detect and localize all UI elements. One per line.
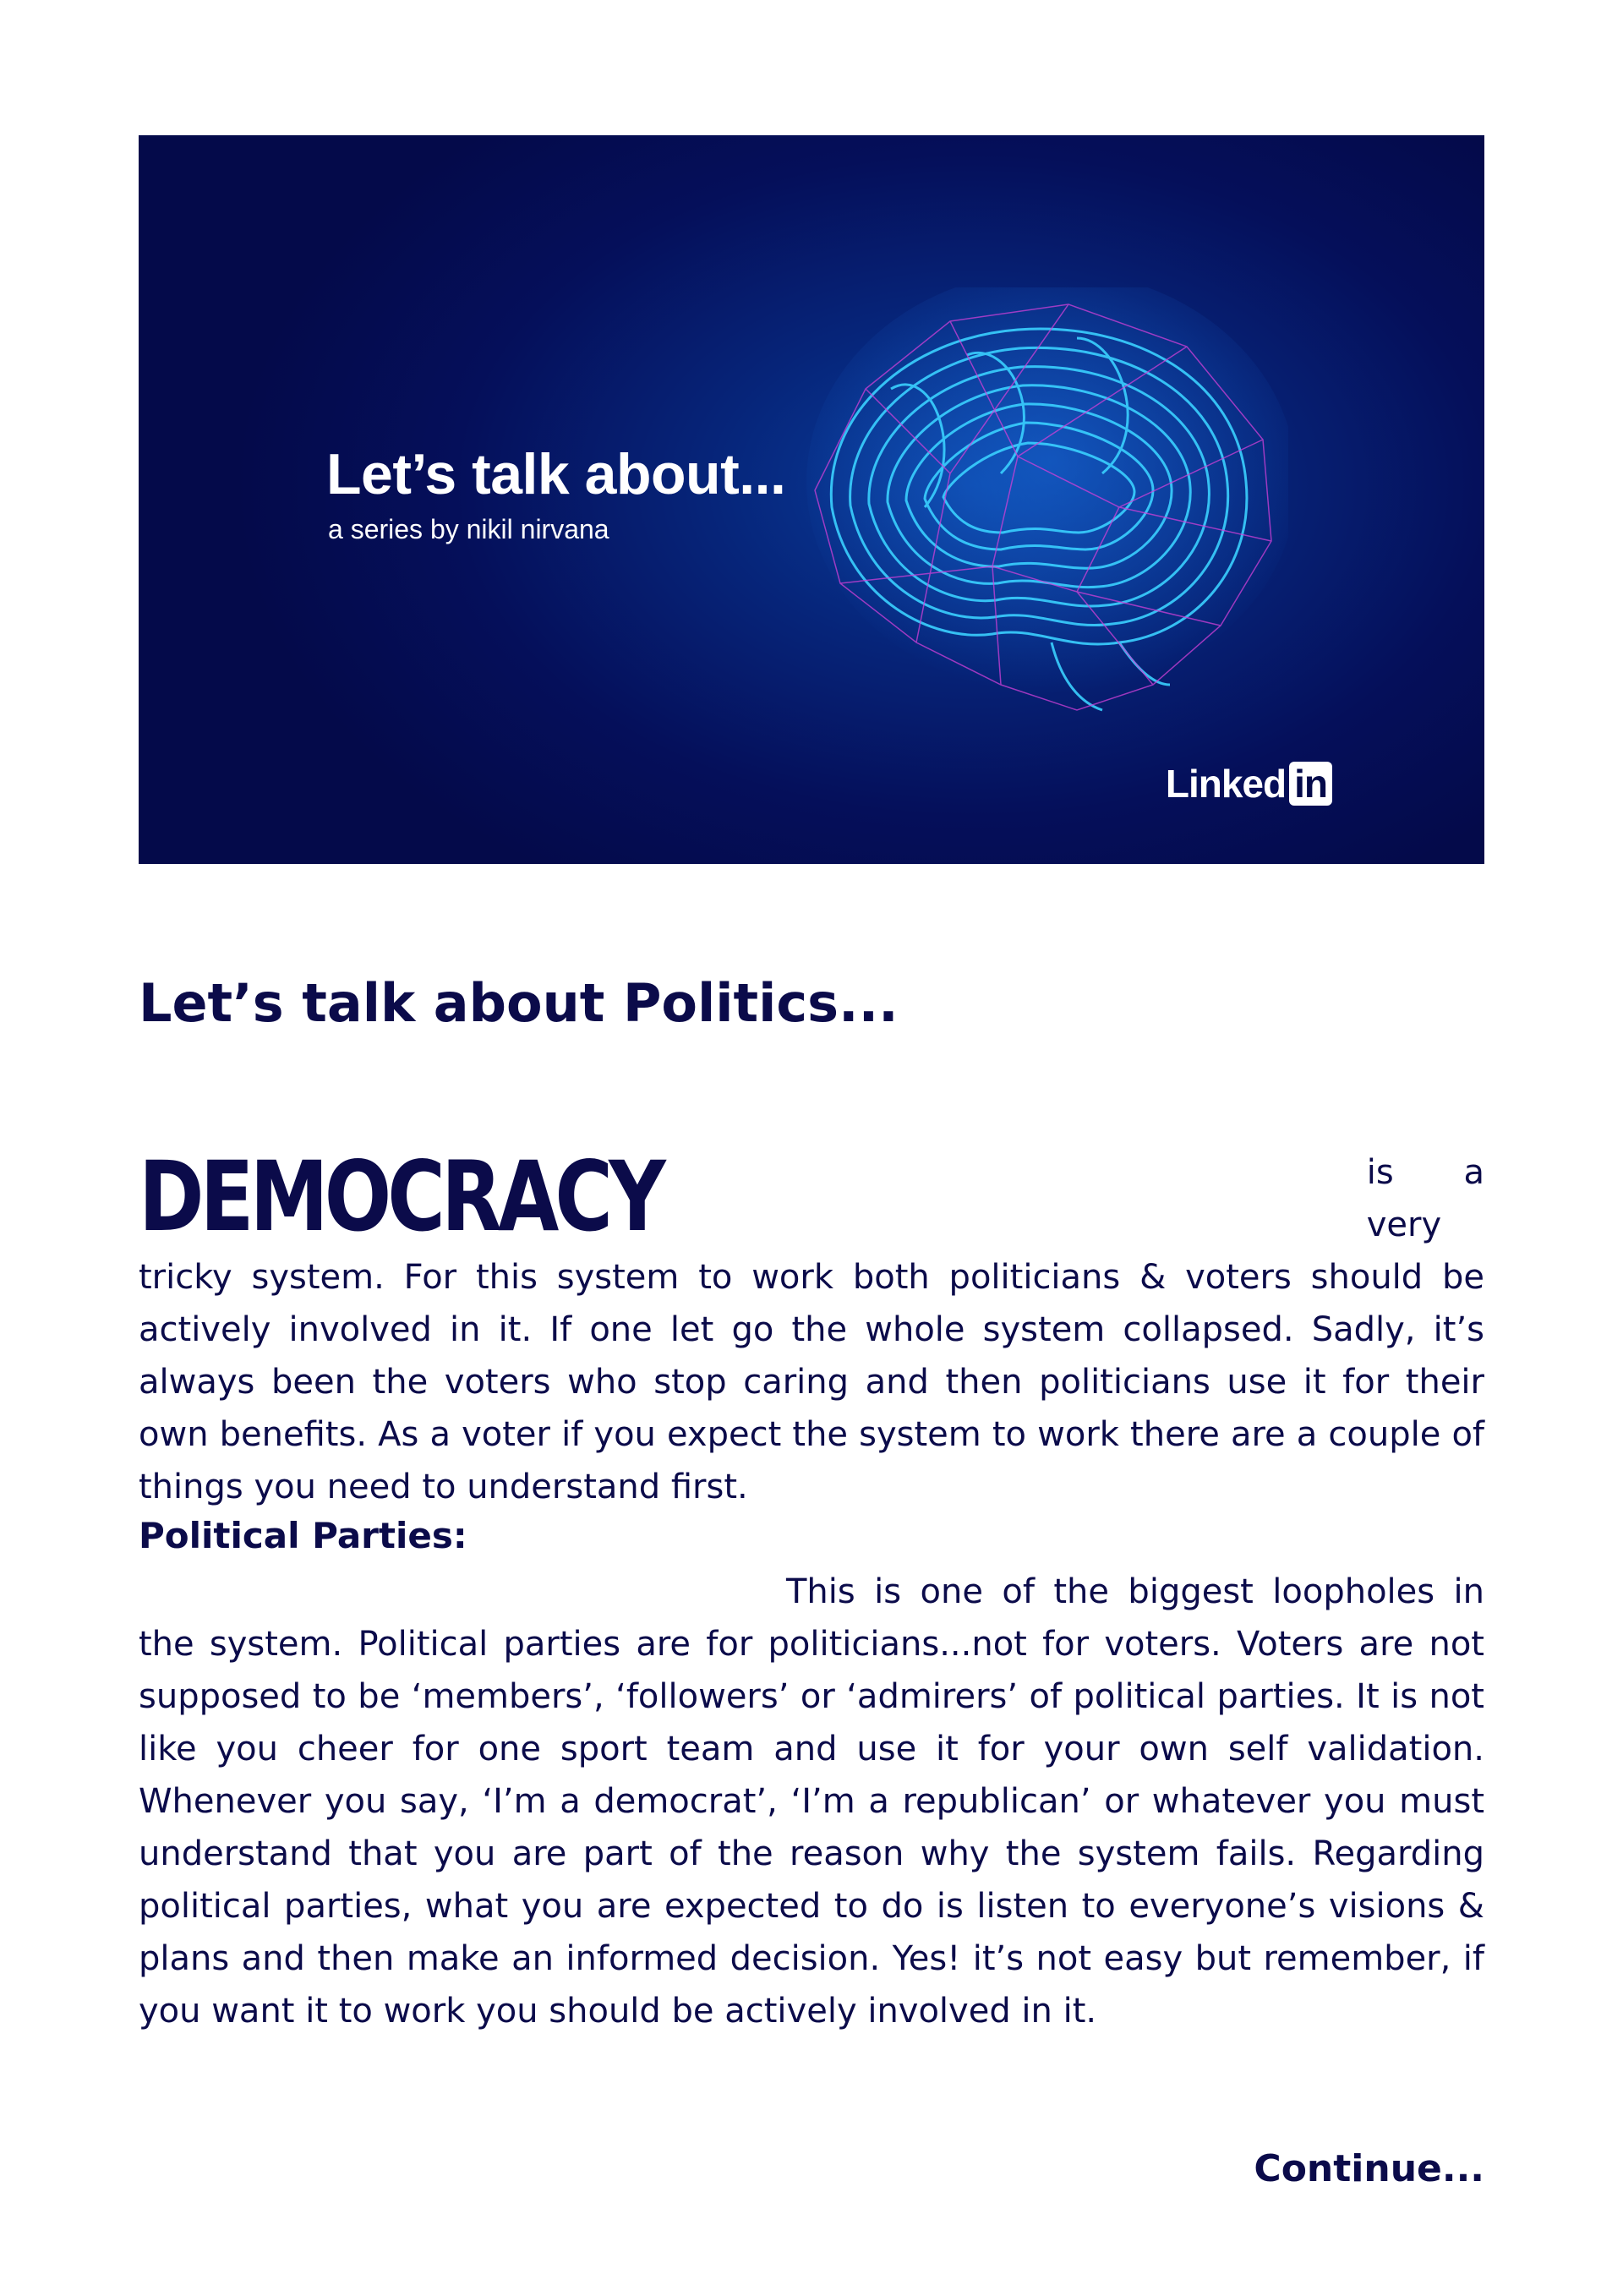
linkedin-logo-box: in [1289,762,1332,806]
continue-link[interactable]: Continue... [1254,2147,1484,2190]
brain-illustration [798,287,1288,744]
dropcap-word: DEMOCRACY [139,1140,662,1253]
banner-subtitle: a series by nikil nirvana [328,514,609,544]
linkedin-logo [1166,761,1332,806]
hero-banner [139,135,1484,864]
dropcap-spacer [719,1146,1367,1251]
section-heading: Political Parties: [139,1515,467,1556]
intro-text: is a very tricky system. For this system to work both politicians & voters should be actively involved in it. If one let go the whole system collapsed. Sadly, it’s always been the voters who stop caring and then politicians use it for their own benefits. As a voter if you expect the system to work there are a couple of things you need to understand first. [139,1153,1484,1506]
linkedin-logo-text: Linked [1165,762,1287,806]
section-body: This is one of the biggest loopholes in the system. Political parties are for politicians...not for voters. Voters are not supposed to be ‘members’, ‘followers’ or ‘admirers’ of political parties. It is not like you cheer for one sport team and use it for your own self validation. Whenever you say, ‘I’m a democrat’, ‘I’m a republican’ or whatever you must understand that you are part of the reason why the system fails. Regarding political parties, what you are expected to do is listen to everyone’s visions & plans and then make an informed decision. Yes! it’s not easy but remember, if you want it to work you should be actively involved in it. [139,1572,1484,2031]
article-heading: Let’s talk about Politics... [139,972,899,1034]
intro-paragraph [139,1140,1484,1513]
banner-title: Let’s talk about... [326,442,786,506]
